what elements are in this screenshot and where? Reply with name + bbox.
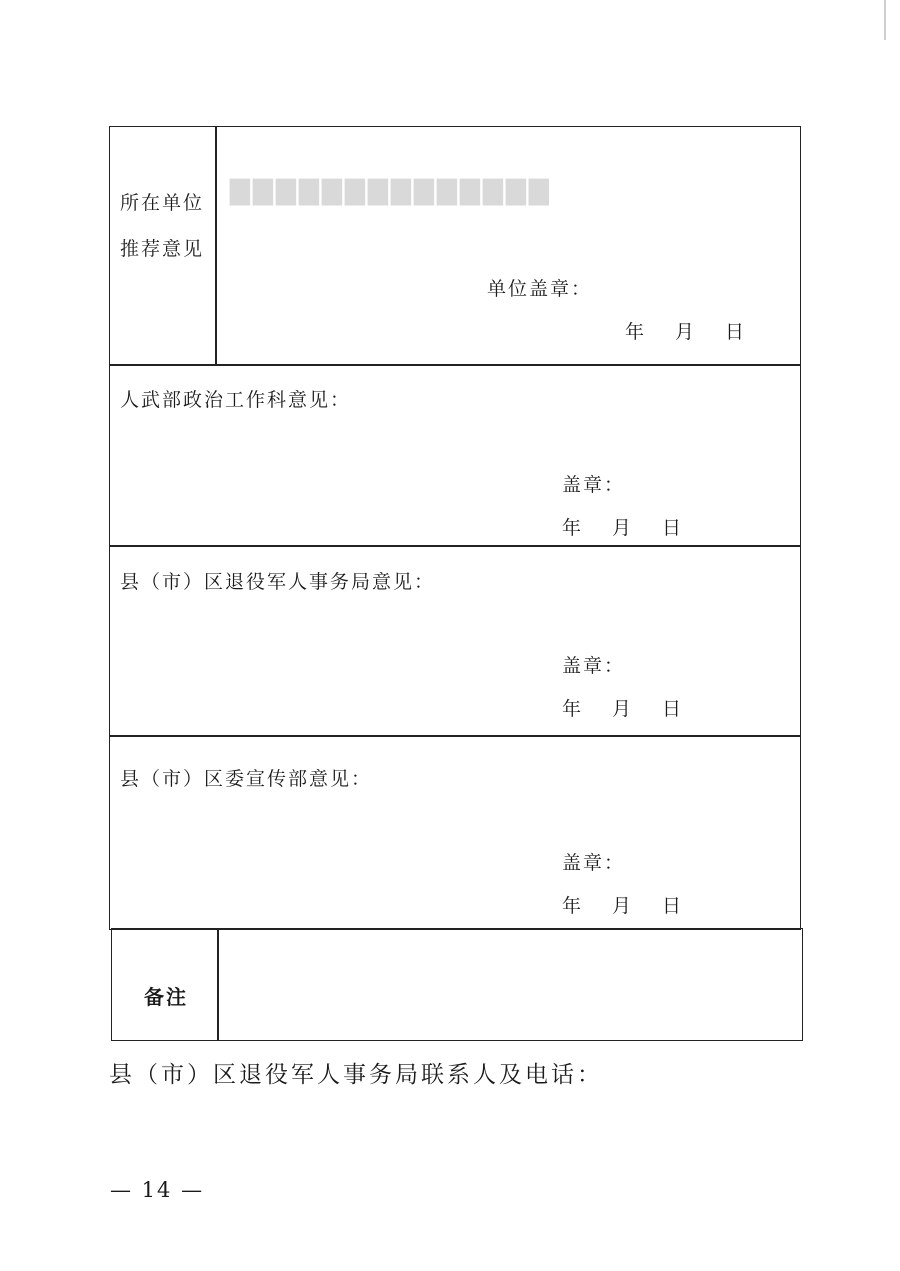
contact-info-label: 县（市）区退役军人事务局联系人及电话： bbox=[109, 1062, 603, 1088]
remarks-content-cell[interactable] bbox=[217, 928, 803, 1041]
unit-date-label: 年 月 日 bbox=[625, 321, 751, 343]
armed-forces-seal-label: 盖章： bbox=[562, 474, 626, 496]
page-number: — 14 — bbox=[110, 1178, 205, 1202]
veterans-bureau-seal-label: 盖章： bbox=[562, 655, 626, 677]
propaganda-dept-opinion-label: 县（市）区委宣传部意见： bbox=[120, 768, 373, 790]
propaganda-dept-date-label: 年 月 日 bbox=[562, 895, 688, 917]
propaganda-dept-seal-label: 盖章： bbox=[562, 852, 626, 874]
unit-opinion-label-line2: 推荐意见 bbox=[120, 238, 205, 260]
unit-seal-label: 单位盖章： bbox=[487, 278, 593, 300]
veterans-bureau-date-label: 年 月 日 bbox=[562, 698, 688, 720]
bleed-through-mark: ▇▇▇▇▇▇▇▇▇▇▇▇▇▇ bbox=[230, 176, 552, 206]
unit-opinion-label-line1: 所在单位 bbox=[120, 192, 205, 214]
armed-forces-opinion-label: 人武部政治工作科意见： bbox=[120, 389, 352, 411]
remarks-label: 备注 bbox=[144, 985, 188, 1009]
veterans-bureau-opinion-label: 县（市）区退役军人事务局意见： bbox=[120, 571, 436, 593]
armed-forces-date-label: 年 月 日 bbox=[562, 517, 688, 539]
scan-edge-mark bbox=[884, 0, 886, 40]
